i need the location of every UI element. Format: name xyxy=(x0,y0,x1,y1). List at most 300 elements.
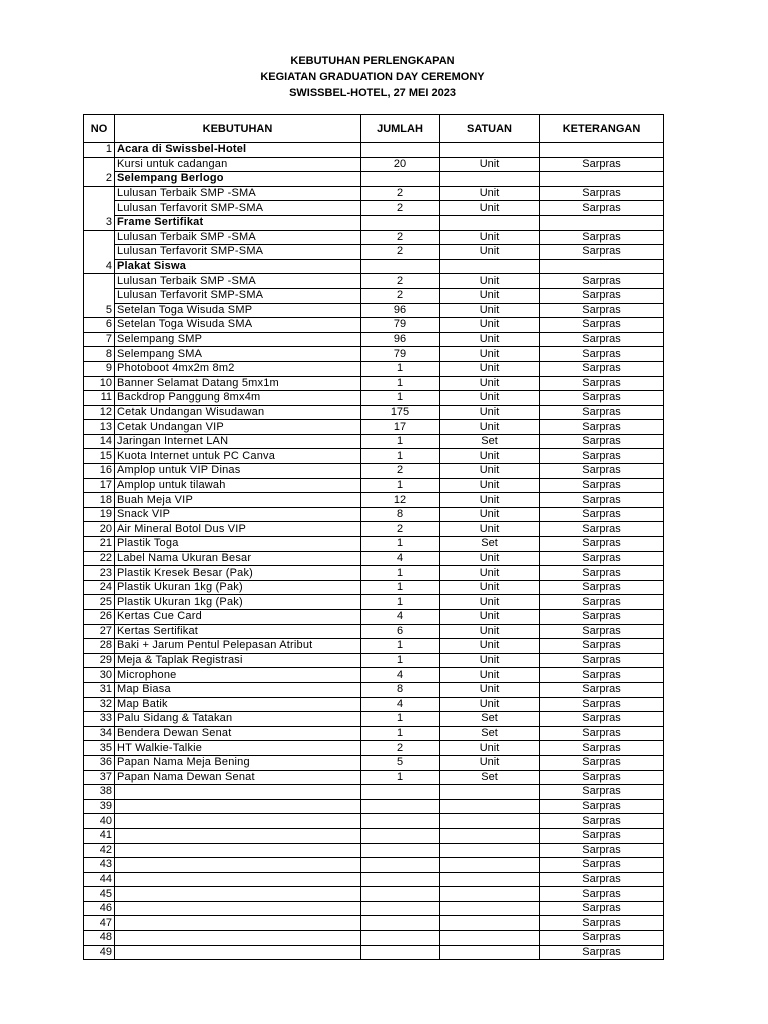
cell-kebutuhan: Kertas Sertifikat xyxy=(115,624,361,639)
cell-kebutuhan: Papan Nama Meja Bening xyxy=(115,755,361,770)
cell-satuan xyxy=(440,828,540,843)
table-row xyxy=(84,580,664,595)
cell-kebutuhan: Photoboot 4mx2m 8m2 xyxy=(115,361,361,376)
cell-kebutuhan: Lulusan Terbaik SMP -SMA xyxy=(115,186,361,201)
cell-keterangan: Sarpras xyxy=(540,303,664,318)
cell-kebutuhan: Kursi untuk cadangan xyxy=(115,157,361,172)
column-header-jumlah: JUMLAH xyxy=(361,115,440,143)
cell-no: 31 xyxy=(84,682,115,697)
cell-keterangan: Sarpras xyxy=(540,610,664,625)
cell-jumlah xyxy=(361,172,440,187)
table-row xyxy=(84,653,664,668)
cell-jumlah xyxy=(361,215,440,230)
cell-no: 36 xyxy=(84,755,115,770)
cell-no: 24 xyxy=(84,580,115,595)
cell-jumlah: 1 xyxy=(361,653,440,668)
cell-satuan: Unit xyxy=(440,376,540,391)
cell-jumlah: 2 xyxy=(361,464,440,479)
cell-satuan: Unit xyxy=(440,580,540,595)
cell-kebutuhan: Amplop untuk VIP Dinas xyxy=(115,464,361,479)
cell-keterangan: Sarpras xyxy=(540,668,664,683)
table-row xyxy=(84,755,664,770)
cell-kebutuhan xyxy=(115,858,361,873)
cell-kebutuhan xyxy=(115,916,361,931)
cell-satuan: Unit xyxy=(440,595,540,610)
table-row xyxy=(84,230,664,245)
cell-no: 44 xyxy=(84,872,115,887)
cell-no: 10 xyxy=(84,376,115,391)
cell-keterangan: Sarpras xyxy=(540,916,664,931)
table-row xyxy=(84,201,664,216)
cell-kebutuhan: Buah Meja VIP xyxy=(115,493,361,508)
cell-satuan: Unit xyxy=(440,288,540,303)
cell-jumlah: 2 xyxy=(361,230,440,245)
cell-satuan xyxy=(440,172,540,187)
cell-satuan xyxy=(440,945,540,960)
title-line-1: KEBUTUHAN PERLENGKAPAN xyxy=(290,55,455,67)
table-row xyxy=(84,522,664,537)
title-line-3: SWISSBEL-HOTEL, 27 MEI 2023 xyxy=(289,87,456,99)
cell-no: 25 xyxy=(84,595,115,610)
cell-keterangan: Sarpras xyxy=(540,566,664,581)
cell-kebutuhan: Banner Selamat Datang 5mx1m xyxy=(115,376,361,391)
table-row xyxy=(84,405,664,420)
table-row xyxy=(84,507,664,522)
cell-kebutuhan: Plastik Kresek Besar (Pak) xyxy=(115,566,361,581)
cell-keterangan: Sarpras xyxy=(540,318,664,333)
cell-kebutuhan xyxy=(115,828,361,843)
cell-keterangan: Sarpras xyxy=(540,332,664,347)
cell-keterangan: Sarpras xyxy=(540,434,664,449)
cell-jumlah xyxy=(361,799,440,814)
cell-satuan: Unit xyxy=(440,361,540,376)
cell-satuan: Unit xyxy=(440,420,540,435)
cell-no: 33 xyxy=(84,712,115,727)
cell-keterangan: Sarpras xyxy=(540,493,664,508)
cell-no: 22 xyxy=(84,551,115,566)
cell-satuan xyxy=(440,259,540,274)
cell-kebutuhan: Plastik Toga xyxy=(115,537,361,552)
cell-no: 23 xyxy=(84,566,115,581)
cell-kebutuhan: Selempang Berlogo xyxy=(115,172,361,187)
cell-no: 9 xyxy=(84,361,115,376)
cell-keterangan: Sarpras xyxy=(540,288,664,303)
cell-keterangan xyxy=(540,143,664,158)
column-header-keterangan: KETERANGAN xyxy=(540,115,664,143)
cell-satuan: Unit xyxy=(440,653,540,668)
table-row xyxy=(84,259,664,274)
cell-no: 8 xyxy=(84,347,115,362)
cell-satuan: Unit xyxy=(440,332,540,347)
cell-kebutuhan: Lulusan Terfavorit SMP-SMA xyxy=(115,288,361,303)
cell-no: 39 xyxy=(84,799,115,814)
cell-jumlah: 4 xyxy=(361,551,440,566)
cell-kebutuhan: Map Biasa xyxy=(115,682,361,697)
cell-keterangan: Sarpras xyxy=(540,580,664,595)
table-row xyxy=(84,843,664,858)
cell-no xyxy=(84,186,115,201)
cell-no: 29 xyxy=(84,653,115,668)
cell-jumlah xyxy=(361,901,440,916)
cell-kebutuhan: Cetak Undangan VIP xyxy=(115,420,361,435)
cell-satuan: Unit xyxy=(440,405,540,420)
cell-no xyxy=(84,274,115,289)
cell-keterangan: Sarpras xyxy=(540,464,664,479)
cell-no: 1 xyxy=(84,143,115,158)
cell-no xyxy=(84,288,115,303)
cell-satuan xyxy=(440,799,540,814)
cell-jumlah: 1 xyxy=(361,391,440,406)
cell-satuan: Unit xyxy=(440,274,540,289)
cell-jumlah: 1 xyxy=(361,434,440,449)
cell-no: 16 xyxy=(84,464,115,479)
cell-no xyxy=(84,157,115,172)
cell-satuan: Unit xyxy=(440,741,540,756)
cell-keterangan: Sarpras xyxy=(540,682,664,697)
cell-jumlah: 2 xyxy=(361,201,440,216)
cell-no: 13 xyxy=(84,420,115,435)
table-row xyxy=(84,712,664,727)
cell-no: 27 xyxy=(84,624,115,639)
cell-jumlah: 20 xyxy=(361,157,440,172)
cell-kebutuhan xyxy=(115,887,361,902)
cell-jumlah xyxy=(361,916,440,931)
cell-kebutuhan: Amplop untuk tilawah xyxy=(115,478,361,493)
cell-keterangan: Sarpras xyxy=(540,639,664,654)
cell-jumlah xyxy=(361,259,440,274)
cell-jumlah xyxy=(361,931,440,946)
cell-keterangan: Sarpras xyxy=(540,201,664,216)
cell-kebutuhan: Meja & Taplak Registrasi xyxy=(115,653,361,668)
cell-no: 43 xyxy=(84,858,115,873)
cell-keterangan: Sarpras xyxy=(540,726,664,741)
cell-no: 11 xyxy=(84,391,115,406)
cell-satuan xyxy=(440,843,540,858)
cell-jumlah: 2 xyxy=(361,741,440,756)
cell-satuan: Set xyxy=(440,712,540,727)
table-row xyxy=(84,872,664,887)
cell-keterangan: Sarpras xyxy=(540,887,664,902)
cell-kebutuhan xyxy=(115,872,361,887)
cell-no xyxy=(84,230,115,245)
cell-jumlah: 1 xyxy=(361,595,440,610)
cell-jumlah xyxy=(361,872,440,887)
table-row xyxy=(84,785,664,800)
cell-satuan: Unit xyxy=(440,507,540,522)
cell-jumlah: 2 xyxy=(361,245,440,260)
cell-jumlah: 96 xyxy=(361,332,440,347)
cell-satuan: Unit xyxy=(440,347,540,362)
cell-jumlah: 17 xyxy=(361,420,440,435)
cell-jumlah xyxy=(361,785,440,800)
table-row xyxy=(84,449,664,464)
cell-kebutuhan xyxy=(115,945,361,960)
cell-jumlah: 175 xyxy=(361,405,440,420)
cell-jumlah: 96 xyxy=(361,303,440,318)
cell-satuan: Unit xyxy=(440,245,540,260)
cell-no: 30 xyxy=(84,668,115,683)
cell-jumlah: 4 xyxy=(361,610,440,625)
cell-no: 28 xyxy=(84,639,115,654)
cell-kebutuhan: Setelan Toga Wisuda SMA xyxy=(115,318,361,333)
cell-jumlah: 4 xyxy=(361,668,440,683)
table-row xyxy=(84,639,664,654)
table-row xyxy=(84,814,664,829)
cell-jumlah: 1 xyxy=(361,726,440,741)
cell-no: 19 xyxy=(84,507,115,522)
cell-no: 49 xyxy=(84,945,115,960)
cell-jumlah: 2 xyxy=(361,522,440,537)
cell-jumlah: 2 xyxy=(361,274,440,289)
equipment-table xyxy=(83,114,664,960)
cell-keterangan: Sarpras xyxy=(540,157,664,172)
cell-keterangan: Sarpras xyxy=(540,697,664,712)
cell-keterangan: Sarpras xyxy=(540,347,664,362)
cell-kebutuhan: Backdrop Panggung 8mx4m xyxy=(115,391,361,406)
cell-keterangan: Sarpras xyxy=(540,420,664,435)
cell-no: 40 xyxy=(84,814,115,829)
cell-satuan xyxy=(440,887,540,902)
cell-jumlah: 79 xyxy=(361,347,440,362)
cell-kebutuhan: Plakat Siswa xyxy=(115,259,361,274)
cell-jumlah xyxy=(361,814,440,829)
cell-kebutuhan: Bendera Dewan Senat xyxy=(115,726,361,741)
cell-satuan: Unit xyxy=(440,697,540,712)
table-row xyxy=(84,610,664,625)
cell-jumlah: 2 xyxy=(361,288,440,303)
table-row xyxy=(84,901,664,916)
cell-keterangan: Sarpras xyxy=(540,537,664,552)
cell-keterangan: Sarpras xyxy=(540,230,664,245)
cell-satuan xyxy=(440,215,540,230)
cell-satuan: Unit xyxy=(440,391,540,406)
cell-satuan: Unit xyxy=(440,186,540,201)
cell-keterangan: Sarpras xyxy=(540,858,664,873)
cell-satuan: Unit xyxy=(440,493,540,508)
cell-satuan: Unit xyxy=(440,551,540,566)
cell-kebutuhan: Baki + Jarum Pentul Pelepasan Atribut xyxy=(115,639,361,654)
cell-no: 15 xyxy=(84,449,115,464)
table-row xyxy=(84,537,664,552)
table-row xyxy=(84,770,664,785)
cell-no: 21 xyxy=(84,537,115,552)
cell-keterangan: Sarpras xyxy=(540,828,664,843)
cell-jumlah: 8 xyxy=(361,682,440,697)
cell-kebutuhan xyxy=(115,931,361,946)
cell-kebutuhan: Frame Sertifikat xyxy=(115,215,361,230)
cell-no xyxy=(84,245,115,260)
cell-satuan xyxy=(440,143,540,158)
column-header-satuan: SATUAN xyxy=(440,115,540,143)
table-row xyxy=(84,464,664,479)
table-row xyxy=(84,143,664,158)
cell-kebutuhan: Map Batik xyxy=(115,697,361,712)
cell-jumlah: 1 xyxy=(361,361,440,376)
cell-no: 12 xyxy=(84,405,115,420)
cell-no: 46 xyxy=(84,901,115,916)
cell-satuan xyxy=(440,931,540,946)
cell-no: 17 xyxy=(84,478,115,493)
cell-satuan: Unit xyxy=(440,201,540,216)
table-body xyxy=(84,143,664,960)
cell-jumlah: 4 xyxy=(361,697,440,712)
cell-jumlah xyxy=(361,887,440,902)
table-row xyxy=(84,799,664,814)
cell-jumlah: 2 xyxy=(361,186,440,201)
cell-keterangan: Sarpras xyxy=(540,595,664,610)
cell-satuan: Set xyxy=(440,537,540,552)
cell-satuan: Set xyxy=(440,434,540,449)
cell-no: 4 xyxy=(84,259,115,274)
table-row xyxy=(84,347,664,362)
cell-jumlah: 1 xyxy=(361,566,440,581)
cell-kebutuhan xyxy=(115,799,361,814)
cell-kebutuhan: Cetak Undangan Wisudawan xyxy=(115,405,361,420)
table-row xyxy=(84,361,664,376)
cell-satuan: Unit xyxy=(440,755,540,770)
cell-keterangan: Sarpras xyxy=(540,245,664,260)
title-line-2: KEGIATAN GRADUATION DAY CEREMONY xyxy=(260,71,485,83)
cell-keterangan: Sarpras xyxy=(540,551,664,566)
table-row xyxy=(84,478,664,493)
cell-no: 2 xyxy=(84,172,115,187)
cell-no: 48 xyxy=(84,931,115,946)
cell-no: 26 xyxy=(84,610,115,625)
cell-kebutuhan: Kertas Cue Card xyxy=(115,610,361,625)
cell-satuan xyxy=(440,916,540,931)
cell-keterangan: Sarpras xyxy=(540,814,664,829)
cell-jumlah: 1 xyxy=(361,376,440,391)
column-header-no: NO xyxy=(84,115,115,143)
cell-keterangan: Sarpras xyxy=(540,522,664,537)
cell-jumlah: 79 xyxy=(361,318,440,333)
table-row xyxy=(84,682,664,697)
cell-no: 14 xyxy=(84,434,115,449)
document-title xyxy=(0,53,745,101)
table-row xyxy=(84,916,664,931)
cell-kebutuhan: Kuota Internet untuk PC Canva xyxy=(115,449,361,464)
table-row xyxy=(84,186,664,201)
cell-no: 3 xyxy=(84,215,115,230)
cell-kebutuhan: Palu Sidang & Tatakan xyxy=(115,712,361,727)
table-row xyxy=(84,595,664,610)
cell-satuan xyxy=(440,858,540,873)
table-header-row xyxy=(84,115,664,143)
cell-kebutuhan xyxy=(115,843,361,858)
cell-no: 5 xyxy=(84,303,115,318)
cell-kebutuhan: Jaringan Internet LAN xyxy=(115,434,361,449)
table-row xyxy=(84,931,664,946)
cell-jumlah: 6 xyxy=(361,624,440,639)
cell-keterangan: Sarpras xyxy=(540,391,664,406)
table-row xyxy=(84,274,664,289)
table-row xyxy=(84,697,664,712)
table-row xyxy=(84,887,664,902)
cell-keterangan: Sarpras xyxy=(540,507,664,522)
cell-jumlah: 8 xyxy=(361,507,440,522)
cell-jumlah: 1 xyxy=(361,537,440,552)
cell-kebutuhan: Lulusan Terfavorit SMP-SMA xyxy=(115,201,361,216)
cell-keterangan: Sarpras xyxy=(540,274,664,289)
cell-satuan: Set xyxy=(440,726,540,741)
cell-satuan: Unit xyxy=(440,566,540,581)
cell-kebutuhan: Selempang SMP xyxy=(115,332,361,347)
cell-kebutuhan: Label Nama Ukuran Besar xyxy=(115,551,361,566)
table-row xyxy=(84,828,664,843)
cell-kebutuhan: Lulusan Terfavorit SMP-SMA xyxy=(115,245,361,260)
cell-satuan: Unit xyxy=(440,682,540,697)
cell-keterangan: Sarpras xyxy=(540,186,664,201)
cell-no: 34 xyxy=(84,726,115,741)
cell-kebutuhan: Air Mineral Botol Dus VIP xyxy=(115,522,361,537)
table-row xyxy=(84,566,664,581)
table-row xyxy=(84,376,664,391)
cell-keterangan: Sarpras xyxy=(540,449,664,464)
cell-jumlah xyxy=(361,843,440,858)
cell-satuan xyxy=(440,785,540,800)
table-row xyxy=(84,493,664,508)
cell-satuan xyxy=(440,872,540,887)
cell-jumlah: 1 xyxy=(361,580,440,595)
cell-kebutuhan: Lulusan Terbaik SMP -SMA xyxy=(115,274,361,289)
cell-keterangan: Sarpras xyxy=(540,478,664,493)
cell-keterangan xyxy=(540,172,664,187)
cell-no: 37 xyxy=(84,770,115,785)
cell-keterangan: Sarpras xyxy=(540,361,664,376)
cell-no: 35 xyxy=(84,741,115,756)
cell-no: 45 xyxy=(84,887,115,902)
table-row xyxy=(84,245,664,260)
table-row xyxy=(84,624,664,639)
cell-satuan: Unit xyxy=(440,478,540,493)
cell-keterangan: Sarpras xyxy=(540,872,664,887)
cell-no: 20 xyxy=(84,522,115,537)
table-row xyxy=(84,215,664,230)
cell-jumlah xyxy=(361,858,440,873)
cell-jumlah: 1 xyxy=(361,770,440,785)
cell-no: 47 xyxy=(84,916,115,931)
cell-keterangan: Sarpras xyxy=(540,931,664,946)
cell-kebutuhan: Acara di Swissbel-Hotel xyxy=(115,143,361,158)
table-row xyxy=(84,858,664,873)
cell-keterangan: Sarpras xyxy=(540,653,664,668)
cell-jumlah: 1 xyxy=(361,449,440,464)
cell-kebutuhan xyxy=(115,814,361,829)
column-header-kebutuhan: KEBUTUHAN xyxy=(115,115,361,143)
cell-kebutuhan: Papan Nama Dewan Senat xyxy=(115,770,361,785)
cell-kebutuhan: Setelan Toga Wisuda SMP xyxy=(115,303,361,318)
cell-keterangan: Sarpras xyxy=(540,785,664,800)
cell-satuan: Set xyxy=(440,770,540,785)
cell-no: 38 xyxy=(84,785,115,800)
cell-keterangan: Sarpras xyxy=(540,712,664,727)
cell-kebutuhan: Snack VIP xyxy=(115,507,361,522)
cell-keterangan: Sarpras xyxy=(540,624,664,639)
cell-jumlah: 5 xyxy=(361,755,440,770)
cell-keterangan: Sarpras xyxy=(540,376,664,391)
cell-satuan: Unit xyxy=(440,157,540,172)
cell-satuan: Unit xyxy=(440,522,540,537)
cell-kebutuhan xyxy=(115,785,361,800)
table-row xyxy=(84,420,664,435)
cell-satuan: Unit xyxy=(440,449,540,464)
cell-satuan: Unit xyxy=(440,624,540,639)
cell-satuan: Unit xyxy=(440,303,540,318)
table-row xyxy=(84,172,664,187)
cell-no xyxy=(84,201,115,216)
cell-keterangan: Sarpras xyxy=(540,755,664,770)
cell-satuan: Unit xyxy=(440,639,540,654)
